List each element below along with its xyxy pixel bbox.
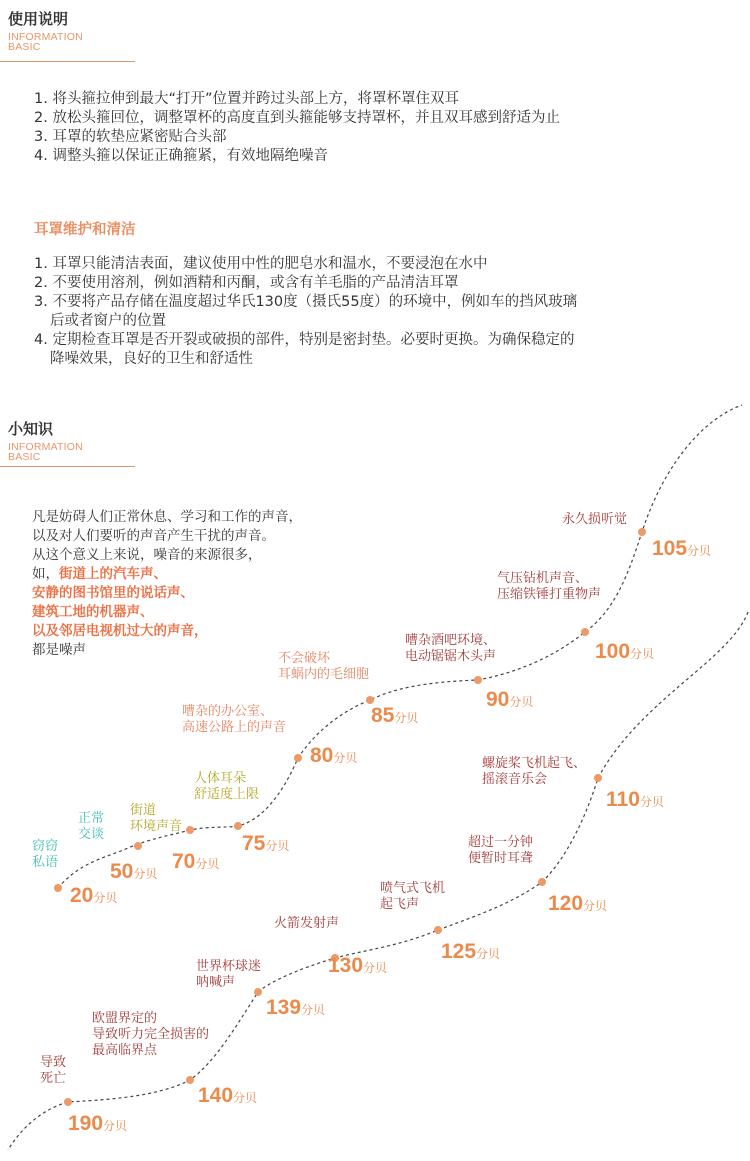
care-item-continued: 降噪效果，良好的卫生和舒适性	[50, 351, 253, 367]
noise-point-dot	[186, 1076, 194, 1084]
noise-value-label: 75分贝	[242, 832, 290, 855]
usage-item: 1. 将头箍拉伸到最大“打开”位置并跨过头部上方，将罩杯罩住双耳	[34, 91, 459, 107]
noise-point-dot	[434, 926, 442, 934]
noise-point-dot	[581, 628, 589, 636]
intro-highlight: 以及邻居电视机过大的声音，	[32, 623, 208, 639]
care-item: 3. 不要将产品存储在温度超过华氏130度（摄氏55度）的环境中，例如车的挡风玻璃	[34, 294, 578, 310]
noise-source-label: 街道环境声音	[130, 803, 183, 834]
noise-point-dot	[538, 878, 546, 886]
intro-line: 以及对人们要听的声音产生干扰的声音。	[32, 528, 275, 544]
noise-source-label: 永久损听觉	[562, 512, 628, 527]
noise-point-dot	[54, 884, 62, 892]
noise-source-label: 欧盟界定的导致听力完全损害的最高临界点	[92, 1011, 210, 1058]
noise-point-dot	[64, 1098, 72, 1106]
noise-source-label: 嘈杂酒吧环境、电动锯锯木头声	[405, 633, 497, 664]
intro-end: 都是噪声	[32, 642, 86, 658]
noise-point-dot	[234, 822, 242, 830]
noise-value-label: 20分贝	[70, 884, 118, 907]
noise-value-label: 70分贝	[172, 850, 220, 873]
care-item: 4. 定期检查耳罩是否开裂或破损的部件，特别是密封垫。必要时更换。为确保稳定的	[34, 332, 575, 348]
noise-value-label: 190分贝	[68, 1112, 128, 1135]
intro-highlight: 街道上的汽车声、	[59, 566, 167, 582]
noise-value-label: 110分贝	[606, 788, 664, 811]
noise-value-label: 80分贝	[310, 744, 358, 767]
care-item: 2. 不要使用溶剂，例如酒精和丙酮，或含有羊毛脂的产品清洁耳罩	[34, 275, 459, 291]
usage-item: 3. 耳罩的软垫应紧密贴合头部	[34, 129, 227, 145]
knowledge-subtitle-2: BASIC	[8, 451, 41, 463]
intro-line: 如，	[32, 566, 59, 582]
noise-point-dot	[134, 842, 142, 850]
usage-subtitle-2: BASIC	[8, 41, 41, 53]
noise-source-label: 窃窃私语	[32, 839, 59, 870]
noise-source-label: 火箭发射声	[274, 916, 340, 931]
noise-value-label: 90分贝	[486, 688, 534, 711]
noise-source-label: 人体耳朵舒适度上限	[194, 771, 260, 802]
noise-value-label: 120分贝	[548, 892, 608, 915]
noise-point-dot	[294, 754, 302, 762]
knowledge-subtitle-1: INFORMATION	[8, 441, 83, 453]
noise-value-label: 130分贝	[328, 954, 388, 977]
noise-source-label: 不会破坏耳蜗内的毛细胞	[278, 651, 370, 682]
noise-point-dot	[594, 774, 602, 782]
noise-source-label: 螺旋桨飞机起飞、摇滚音乐会	[482, 756, 587, 787]
usage-title: 使用说明	[8, 10, 69, 28]
noise-source-label: 超过一分钟便暂时耳聋	[468, 835, 534, 866]
noise-marks	[32, 511, 711, 1135]
noise-value-label: 140分贝	[198, 1084, 258, 1107]
intro-highlight: 安静的图书馆里的说话声、	[32, 585, 194, 601]
noise-point-dot	[366, 696, 374, 704]
care-item-continued: 后或者窗户的位置	[50, 313, 166, 329]
noise-value-label: 50分贝	[110, 860, 158, 883]
noise-point-dot	[474, 676, 482, 684]
intro-line: 凡是妨碍人们正常休息、学习和工作的声音，	[32, 509, 302, 525]
noise-source-label: 正常交谈	[78, 811, 105, 842]
usage-subtitle-1: INFORMATION	[8, 31, 83, 43]
noise-value-label: 139分贝	[266, 996, 326, 1019]
care-title: 耳罩维护和清洁	[34, 222, 136, 238]
noise-source-label: 气压钻机声音、压缩铁锤打重物声	[497, 571, 602, 602]
noise-point-dot	[638, 528, 646, 536]
usage-item: 2. 放松头箍回位，调整罩杯的高度直到头箍能够支持罩杯，并且双耳感到舒适为止	[34, 110, 560, 126]
care-item: 1. 耳罩只能清洁表面，建议使用中性的肥皂水和温水，不要浸泡在水中	[34, 256, 488, 272]
noise-value-label: 100分贝	[595, 640, 655, 663]
noise-value-label: 105分贝	[652, 537, 712, 560]
knowledge-title: 小知识	[8, 420, 54, 438]
noise-value-label: 85分贝	[371, 704, 419, 727]
noise-source-label: 导致死亡	[40, 1055, 67, 1086]
noise-value-label: 125分贝	[441, 940, 501, 963]
noise-source-label: 世界杯球迷呐喊声	[196, 959, 262, 990]
noise-source-label: 嘈杂的办公室、高速公路上的声音	[182, 704, 287, 735]
intro-highlight: 建筑工地的机器声、	[32, 604, 154, 620]
intro-line: 从这个意义上来说，噪音的来源很多，	[32, 547, 262, 563]
noise-source-label: 喷气式飞机起飞声	[380, 881, 446, 912]
noise-point-dot	[186, 826, 194, 834]
usage-item: 4. 调整头箍以保证正确箍紧，有效地隔绝噪音	[34, 148, 328, 164]
noise-point-dot	[254, 988, 262, 996]
